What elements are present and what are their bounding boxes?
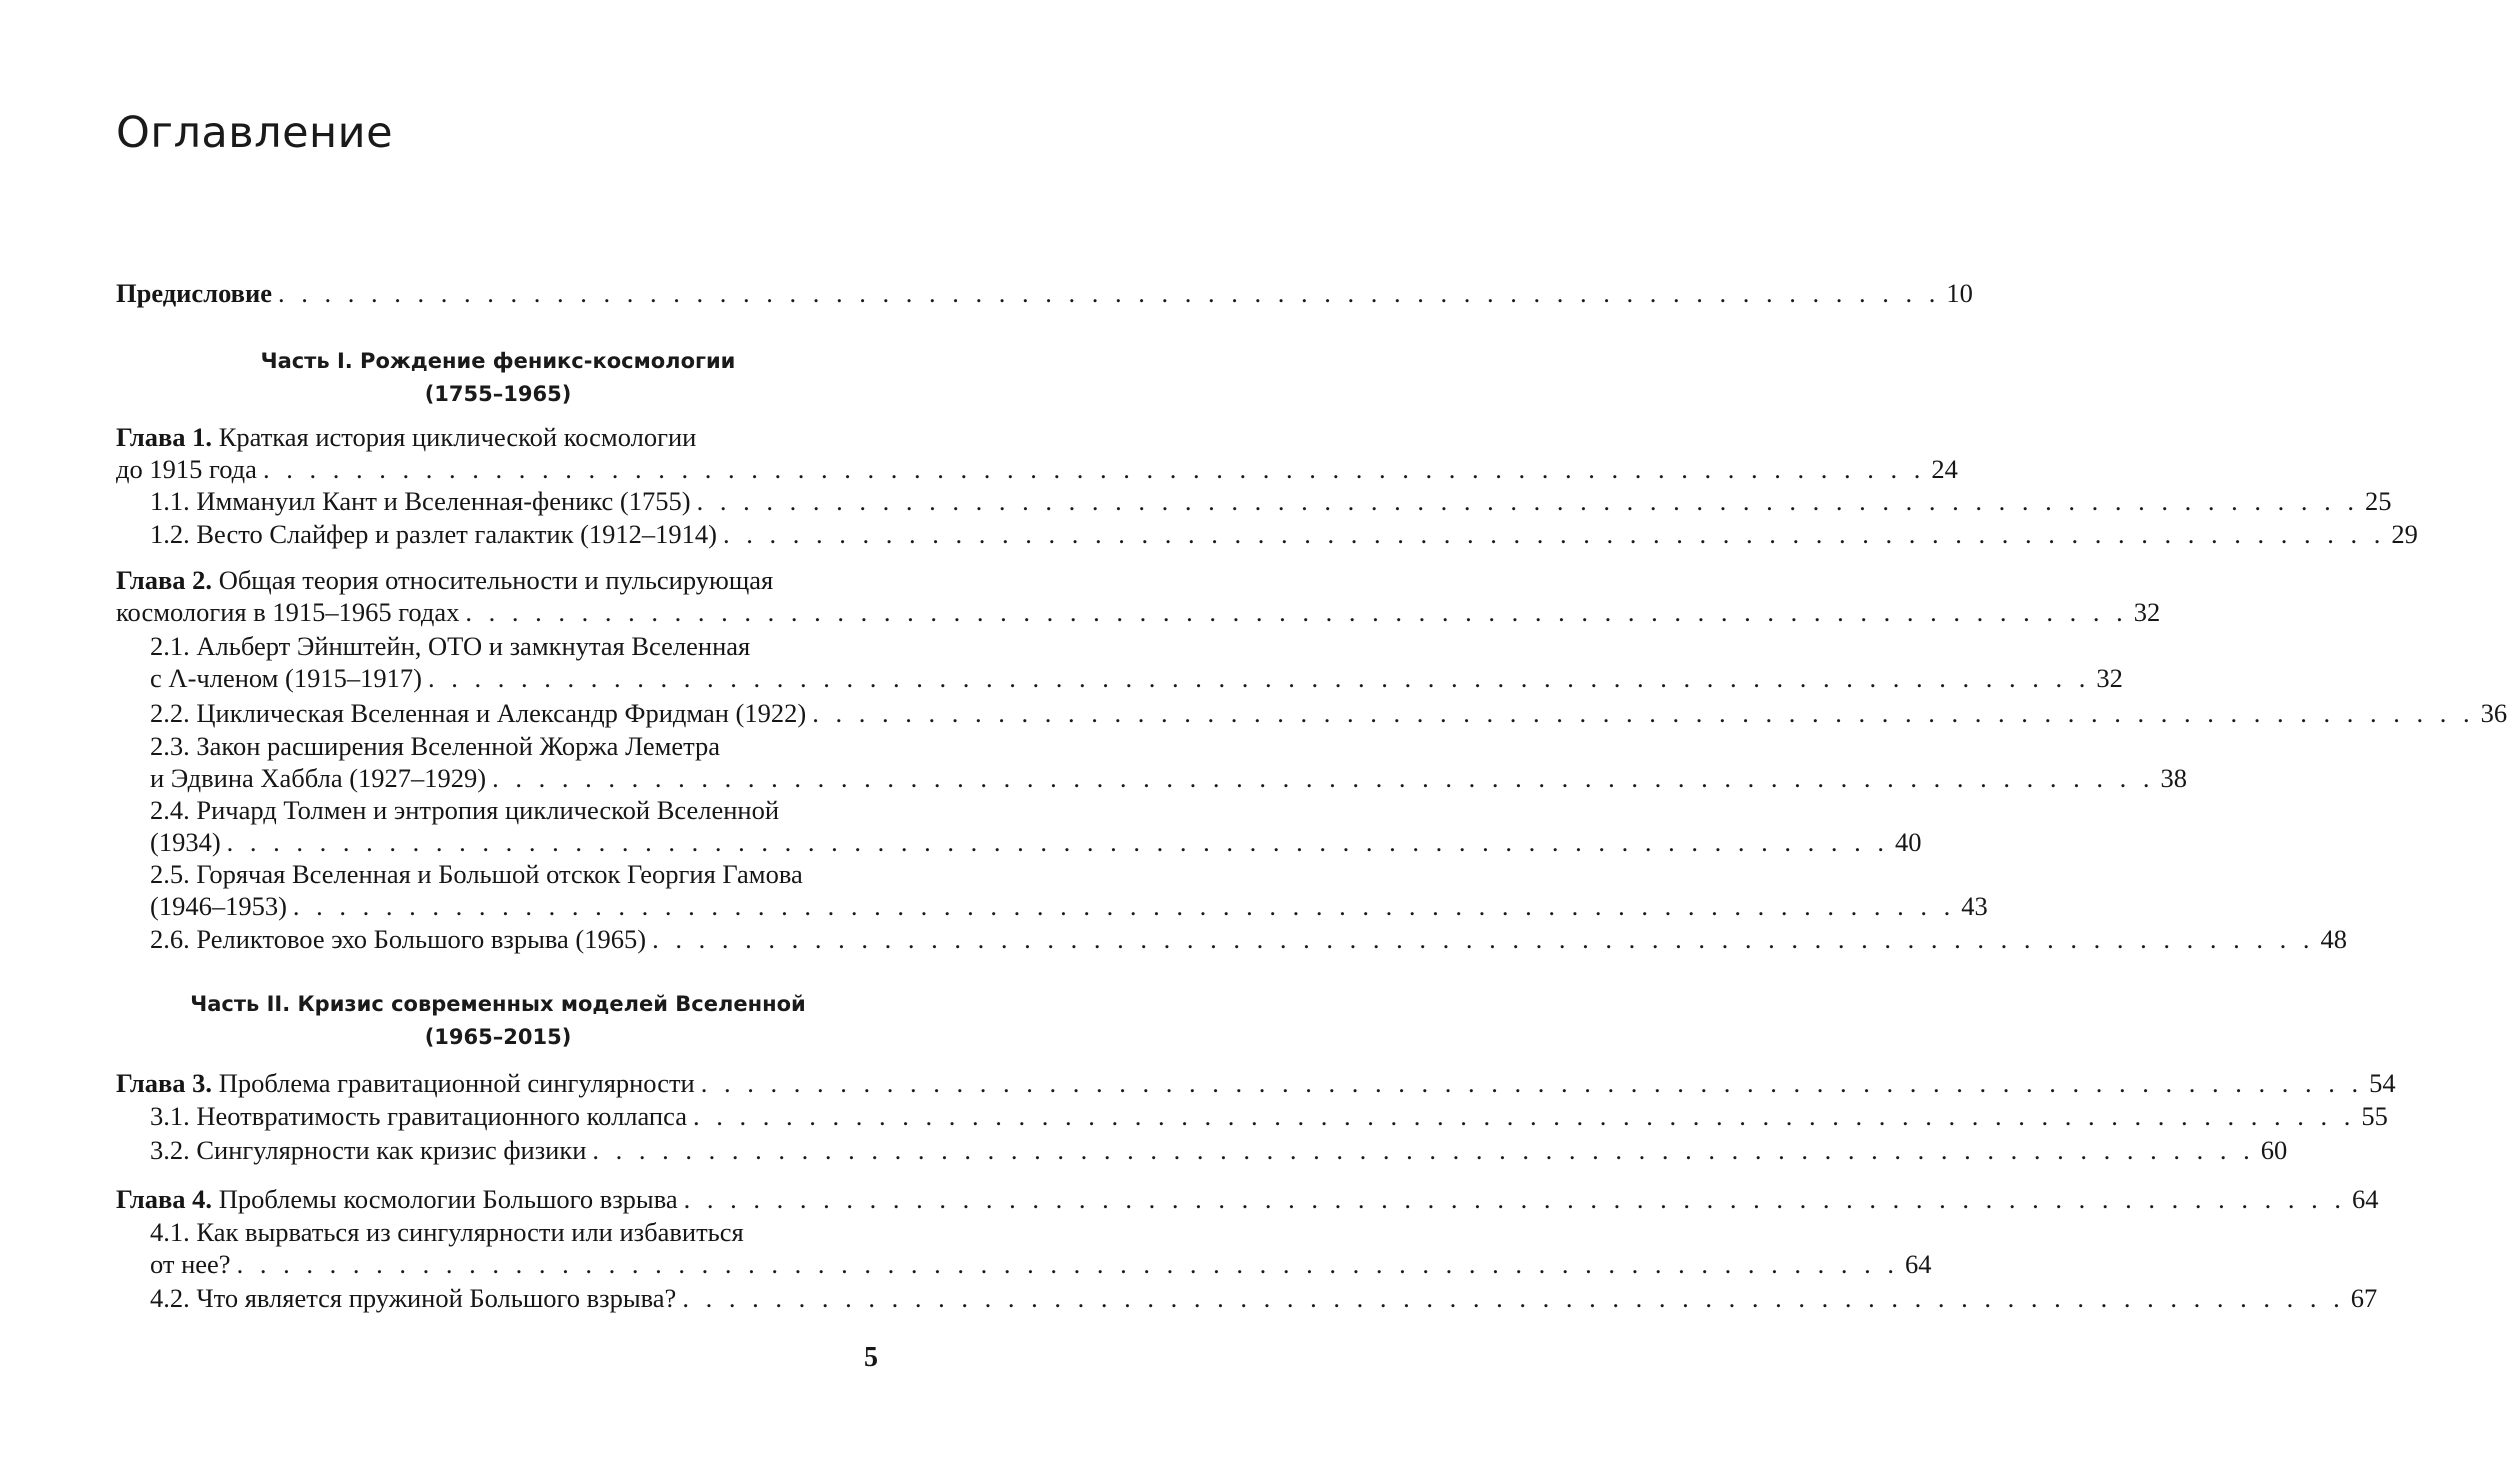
- section-page: 64: [1904, 1249, 1932, 1279]
- section-title-cont: (1946–1953): [150, 891, 287, 921]
- toc-section-2-3[interactable]: [150, 730, 2187, 794]
- toc-entry-chapter-1[interactable]: [116, 421, 1958, 485]
- dot-leader: . . . . . . . . . . . . . . . . . . . . . . . . . . . . . . . . . . . . . . . . . . . . . . . . . . . . . . . . . . . . . . . . . . . . . . . .: [292, 891, 1956, 921]
- toc-entry-chapter-2[interactable]: [116, 564, 2161, 628]
- section-title: 3.2. Сингулярности как кризис физики: [150, 1135, 587, 1165]
- toc-section-1-1[interactable]: [150, 485, 2392, 517]
- page-title: Оглавление: [116, 108, 394, 158]
- section-title: 1.2. Весто Слайфер и разлет галактик (1912–1914): [150, 519, 718, 549]
- section-page: 25: [2364, 486, 2392, 516]
- chapter-2-title: Общая теория относительности и пульсирующая: [212, 565, 774, 595]
- section-page: 55: [2361, 1101, 2388, 1131]
- preface-page: 10: [1946, 278, 1973, 308]
- dot-leader: . . . . . . . . . . . . . . . . . . . . . . . . . . . . . . . . . . . . . . . . . . . . . . . . . . . . . . . . . . . . . . . . . . . . . . . .: [652, 924, 2315, 954]
- dot-leader: . . . . . . . . . . . . . . . . . . . . . . . . . . . . . . . . . . . . . . . . . . . . . . . . . . . . . . . . . . . . . . . . . . . . . . . .: [692, 1101, 2356, 1131]
- chapter-1-title-cont: до 1915 года: [116, 454, 257, 484]
- chapter-1-page: 24: [1931, 454, 1958, 484]
- toc-section-2-2[interactable]: [150, 697, 2507, 729]
- dot-leader: . . . . . . . . . . . . . . . . . . . . . . . . . . . . . . . . . . . . . . . . . . . . . . . . . . . . . . . . . . . . . . . . . . . . . . . .: [723, 519, 2386, 549]
- toc-section-4-2[interactable]: [150, 1282, 2378, 1314]
- section-title: 1.1. Иммануил Кант и Вселенная-феникс (1755): [150, 486, 691, 516]
- toc-section-2-4[interactable]: [150, 794, 1922, 858]
- chapter-2-title-cont: космология в 1915–1965 годах: [116, 597, 460, 627]
- chapter-4-page: 64: [2352, 1184, 2379, 1214]
- chapter-3-page: 54: [2369, 1068, 2396, 1098]
- section-page: 60: [2260, 1135, 2288, 1165]
- dot-leader: . . . . . . . . . . . . . . . . . . . . . . . . . . . . . . . . . . . . . . . . . . . . . . . . . . . . . . . . . . . . . . . . . . . . . . . .: [700, 1068, 2364, 1098]
- chapter-3-title: Проблема гравитационной сингулярности: [212, 1068, 695, 1098]
- dot-leader: . . . . . . . . . . . . . . . . . . . . . . . . . . . . . . . . . . . . . . . . . . . . . . . . . . . . . . . . . . . . . . . . . . . . . . . .: [812, 698, 2475, 728]
- toc-entry-chapter-3[interactable]: [116, 1067, 2396, 1099]
- section-page: 43: [1961, 891, 1988, 921]
- toc-section-3-1[interactable]: [150, 1100, 2388, 1132]
- toc-entry-preface[interactable]: [116, 277, 1973, 309]
- section-title: 4.1. Как вырваться из сингулярности или избавиться: [150, 1217, 744, 1247]
- section-title: 2.6. Реликтовое эхо Большого взрыва (1965): [150, 924, 647, 954]
- section-title-cont: с Λ-членом (1915–1917): [150, 663, 422, 693]
- section-page: 48: [2320, 924, 2347, 954]
- section-title: 2.5. Горячая Вселенная и Большой отскок Георгия Гамова: [150, 859, 803, 889]
- part-1-years: (1755–1965): [424, 382, 572, 406]
- section-title-cont: от нее?: [150, 1249, 231, 1279]
- page-number: 5: [864, 1342, 878, 1373]
- section-title: 2.3. Закон расширения Вселенной Жоржа Леметра: [150, 731, 721, 761]
- section-page: 32: [2096, 663, 2123, 693]
- dot-leader: . . . . . . . . . . . . . . . . . . . . . . . . . . . . . . . . . . . . . . . . . . . . . . . . . . . . . . . . . . . . . . . . . . . . . . . .: [427, 663, 2091, 693]
- toc-entry-chapter-4[interactable]: [116, 1183, 2379, 1215]
- dot-leader: . . . . . . . . . . . . . . . . . . . . . . . . . . . . . . . . . . . . . . . . . . . . . . . . . . . . . . . . . . . . . . . . . . . . . . . .: [492, 763, 2155, 793]
- dot-leader: . . . . . . . . . . . . . . . . . . . . . . . . . . . . . . . . . . . . . . . . . . . . . . . . . . . . . . . . . . . . . . . . . . . . . . . .: [683, 1184, 2347, 1214]
- section-page: 40: [1895, 827, 1922, 857]
- part-2-heading: [116, 988, 880, 1054]
- dot-leader: . . . . . . . . . . . . . . . . . . . . . . . . . . . . . . . . . . . . . . . . . . . . . . . . . . . . . . . . . . . . . . . . . . . . . . . .: [592, 1135, 2255, 1165]
- dot-leader: . . . . . . . . . . . . . . . . . . . . . . . . . . . . . . . . . . . . . . . . . . . . . . . . . . . . . . . . . . . . . . . . . . . . . . . .: [236, 1249, 1899, 1279]
- section-title: 2.2. Циклическая Вселенная и Александр Фридман (1922): [150, 698, 807, 728]
- section-title-cont: (1934): [150, 827, 221, 857]
- toc-section-4-1[interactable]: [150, 1216, 1932, 1280]
- part-1-heading: [116, 345, 880, 411]
- chapter-4-title: Проблемы космологии Большого взрыва: [212, 1184, 678, 1214]
- section-title: 2.4. Ричард Толмен и энтропия циклической Вселенной: [150, 795, 780, 825]
- section-page: 67: [2350, 1283, 2378, 1313]
- dot-leader: . . . . . . . . . . . . . . . . . . . . . . . . . . . . . . . . . . . . . . . . . . . . . . . . . . . . . . . . . . . . . . . . . . . . . . . .: [682, 1283, 2345, 1313]
- section-page: 38: [2160, 763, 2187, 793]
- chapter-2-label: Глава 2.: [116, 565, 213, 595]
- dot-leader: . . . . . . . . . . . . . . . . . . . . . . . . . . . . . . . . . . . . . . . . . . . . . . . . . . . . . . . . . . . . . . . . . . . . . . . .: [465, 597, 2128, 627]
- chapter-1-label: Глава 1.: [116, 422, 213, 452]
- dot-leader: . . . . . . . . . . . . . . . . . . . . . . . . . . . . . . . . . . . . . . . . . . . . . . . . . . . . . . . . . . . . . . . . . . . . . . . .: [696, 486, 2359, 516]
- toc-section-2-1[interactable]: [150, 630, 2123, 694]
- chapter-4-label: Глава 4.: [116, 1184, 213, 1214]
- chapter-2-page: 32: [2133, 597, 2161, 627]
- section-title: 3.1. Неотвратимость гравитационного коллапса: [150, 1101, 687, 1131]
- section-title: 4.2. Что является пружиной Большого взрыва?: [150, 1283, 677, 1313]
- section-page: 29: [2391, 519, 2418, 549]
- dot-leader: . . . . . . . . . . . . . . . . . . . . . . . . . . . . . . . . . . . . . . . . . . . . . . . . . . . . . . . . . . . . . . . . . . . . . . . .: [262, 454, 1926, 484]
- section-title-cont: и Эдвина Хаббла (1927–1929): [150, 763, 487, 793]
- section-page: 36: [2480, 698, 2507, 728]
- chapter-3-label: Глава 3.: [116, 1068, 213, 1098]
- dot-leader: . . . . . . . . . . . . . . . . . . . . . . . . . . . . . . . . . . . . . . . . . . . . . . . . . . . . . . . . . . . . . . . . . . . . . . . .: [226, 827, 1890, 857]
- chapter-1-title: Краткая история циклической космологии: [212, 422, 697, 452]
- toc-section-2-6[interactable]: [150, 923, 2347, 955]
- part-1-title: Часть I. Рождение феникс-космологии: [260, 349, 736, 373]
- toc-section-3-2[interactable]: [150, 1134, 2288, 1166]
- preface-label: Предисловие: [116, 278, 272, 308]
- part-2-title: Часть II. Кризис современных моделей Вселенной: [190, 992, 806, 1016]
- dot-leader: . . . . . . . . . . . . . . . . . . . . . . . . . . . . . . . . . . . . . . . . . . . . . . . . . . . . . . . . . . . . . . . . . . . . . . . .: [278, 278, 1941, 308]
- toc-section-1-2[interactable]: [150, 518, 2418, 550]
- section-title: 2.1. Альберт Эйнштейн, ОТО и замкнутая Вселенная: [150, 631, 751, 661]
- toc-section-2-5[interactable]: [150, 858, 1988, 922]
- part-2-years: (1965–2015): [424, 1025, 572, 1049]
